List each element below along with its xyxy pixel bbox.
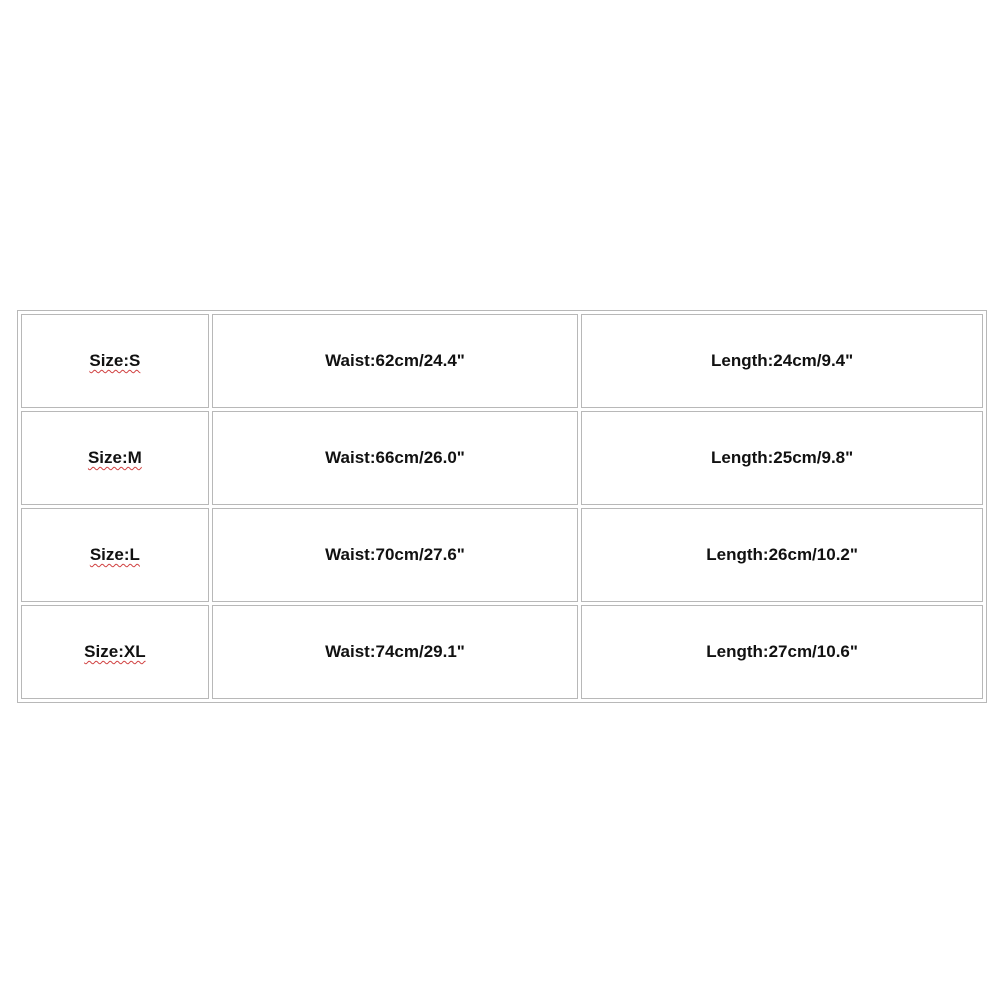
table-row <box>21 411 983 505</box>
length-cell: Length:27cm/10.6" <box>581 605 983 699</box>
size-cell <box>21 605 209 699</box>
length-cell: Length:24cm/9.4" <box>581 314 983 408</box>
waist-cell: Waist:70cm/27.6" <box>212 508 578 602</box>
size-cell <box>21 314 209 408</box>
size-label: Size:XL <box>84 642 146 661</box>
size-label: Size:S <box>89 351 141 370</box>
size-label: Size:M <box>87 448 142 467</box>
size-chart-table <box>17 310 987 703</box>
length-cell: Length:25cm/9.8" <box>581 411 983 505</box>
size-cell <box>21 411 209 505</box>
table-row <box>21 508 983 602</box>
table-row <box>21 605 983 699</box>
table-row <box>21 314 983 408</box>
waist-cell: Waist:66cm/26.0" <box>212 411 578 505</box>
waist-cell: Waist:74cm/29.1" <box>212 605 578 699</box>
size-label: Size:L <box>89 545 140 564</box>
size-cell <box>21 508 209 602</box>
length-cell: Length:26cm/10.2" <box>581 508 983 602</box>
waist-cell: Waist:62cm/24.4" <box>212 314 578 408</box>
